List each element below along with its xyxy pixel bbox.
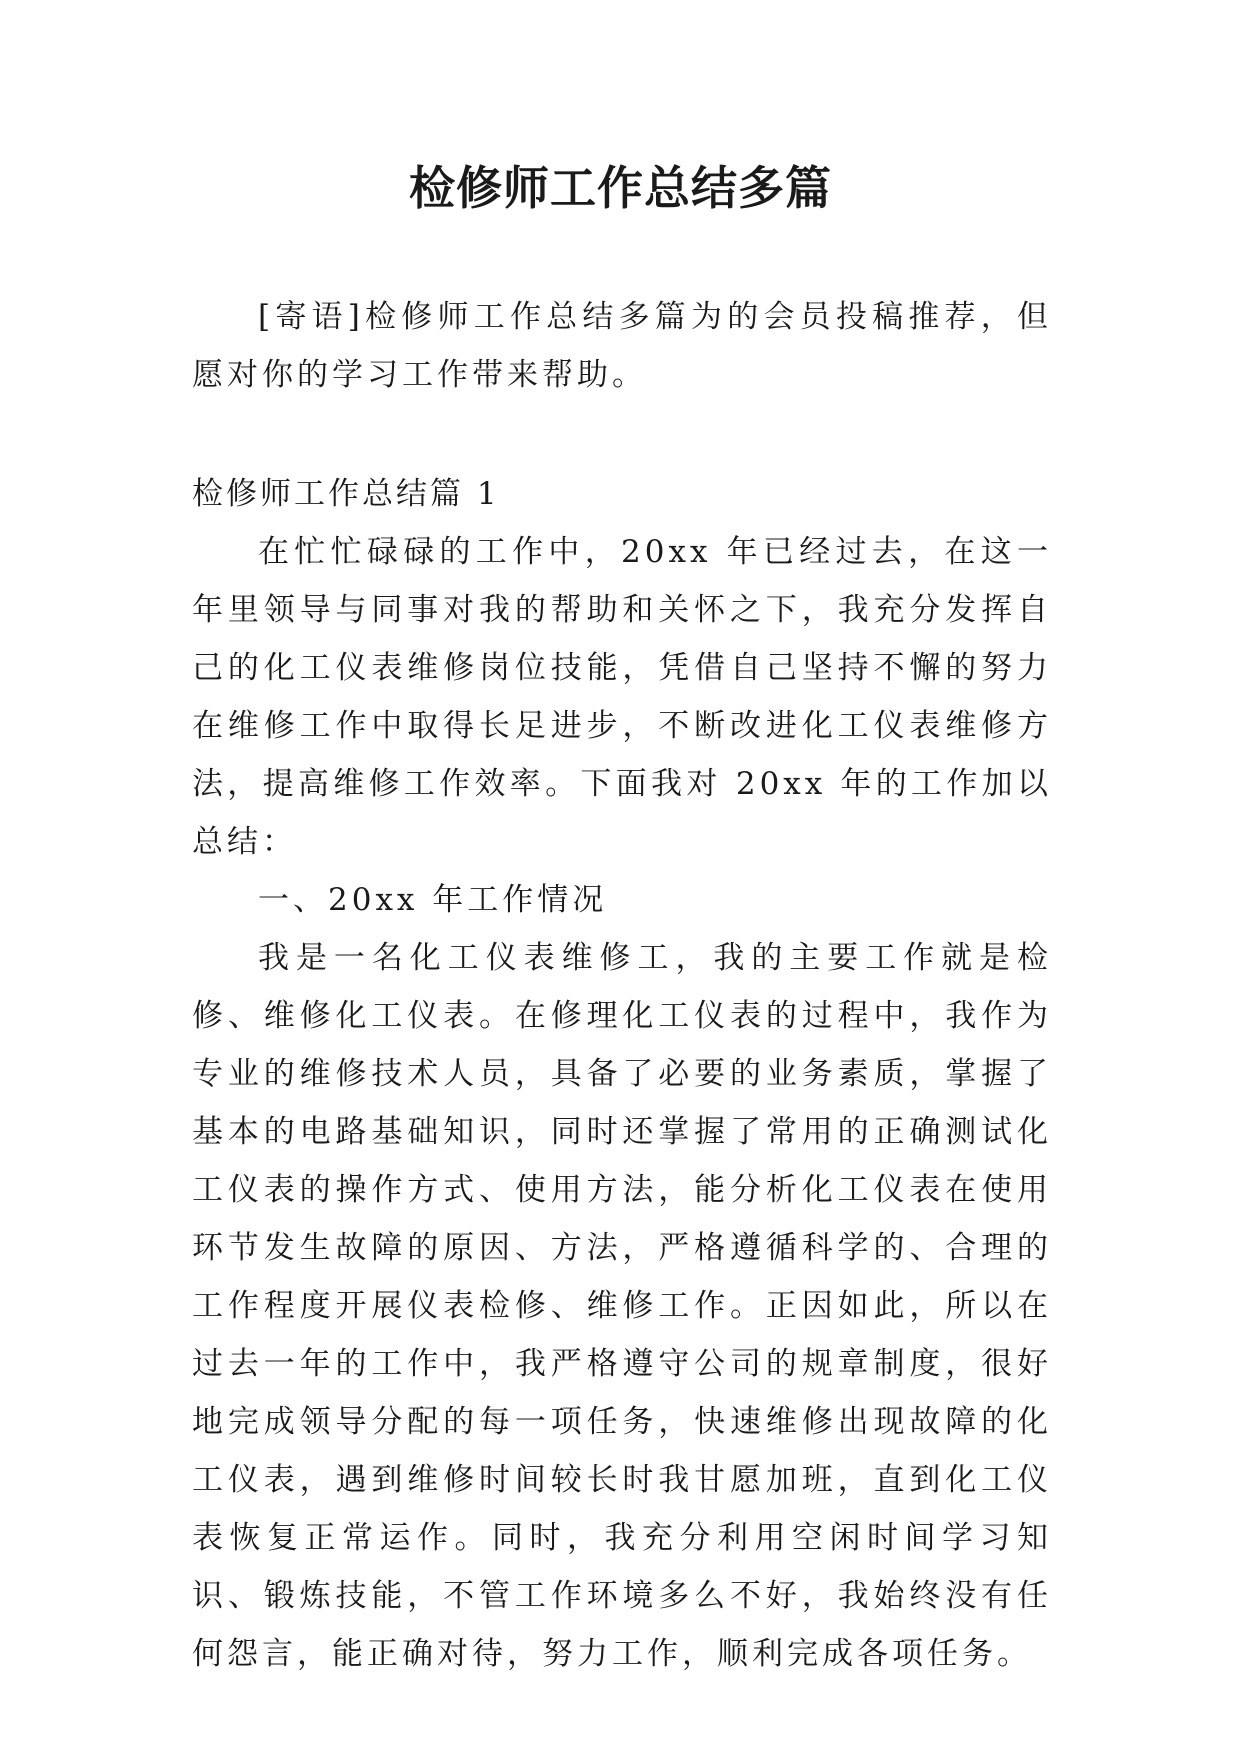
section-heading: 检修师工作总结篇 1 bbox=[192, 476, 500, 512]
intro-paragraph: [寄语]检修师工作总结多篇为的会员投稿推荐，但愿对你的学习工作带来帮助。 bbox=[192, 299, 1052, 393]
body-text bbox=[192, 523, 1052, 1683]
document-title: 检修师工作总结多篇 bbox=[409, 161, 832, 215]
subsection-heading: 一、20xx 年工作情况 bbox=[258, 882, 608, 918]
body-paragraph: 在忙忙碌碌的工作中，20xx 年已经过去，在这一年里领导与同事对我的帮助和关怀之下，我充分发挥自己的化工仪表维修岗位技能，凭借自己坚持不懈的努力在维修工作中取得长足进步，不断改进化工仪表维修方法，提高维修工作效率。下面我对 20xx 年的工作加以总结： bbox=[192, 534, 1052, 860]
body-paragraph: 我是一名化工仪表维修工，我的主要工作就是检修、维修化工仪表。在修理化工仪表的过程中，我作为专业的维修技术人员，具备了必要的业务素质，掌握了基本的电路基础知识，同时还掌握了常用的正确测试化工仪表的操作方式、使用方法，能分析化工仪表在使用环节发生故障的原因、方法，严格遵循科学的、合理的工作程度开展仪表检修、维修工作。正因如此，所以在过去一年的工作中，我严格遵守公司的规章制度，很好地完成领导分配的每一项任务，快速维修出现故障的化工仪表，遇到维修时间较长时我甘愿加班，直到化工仪表恢复正常运作。同时，我充分利用空闲时间学习知识、锻炼技能，不管工作环境多么不好，我始终没有任何怨言，能正确对待，努力工作，顺利完成各项任务。 bbox=[192, 940, 1052, 1672]
